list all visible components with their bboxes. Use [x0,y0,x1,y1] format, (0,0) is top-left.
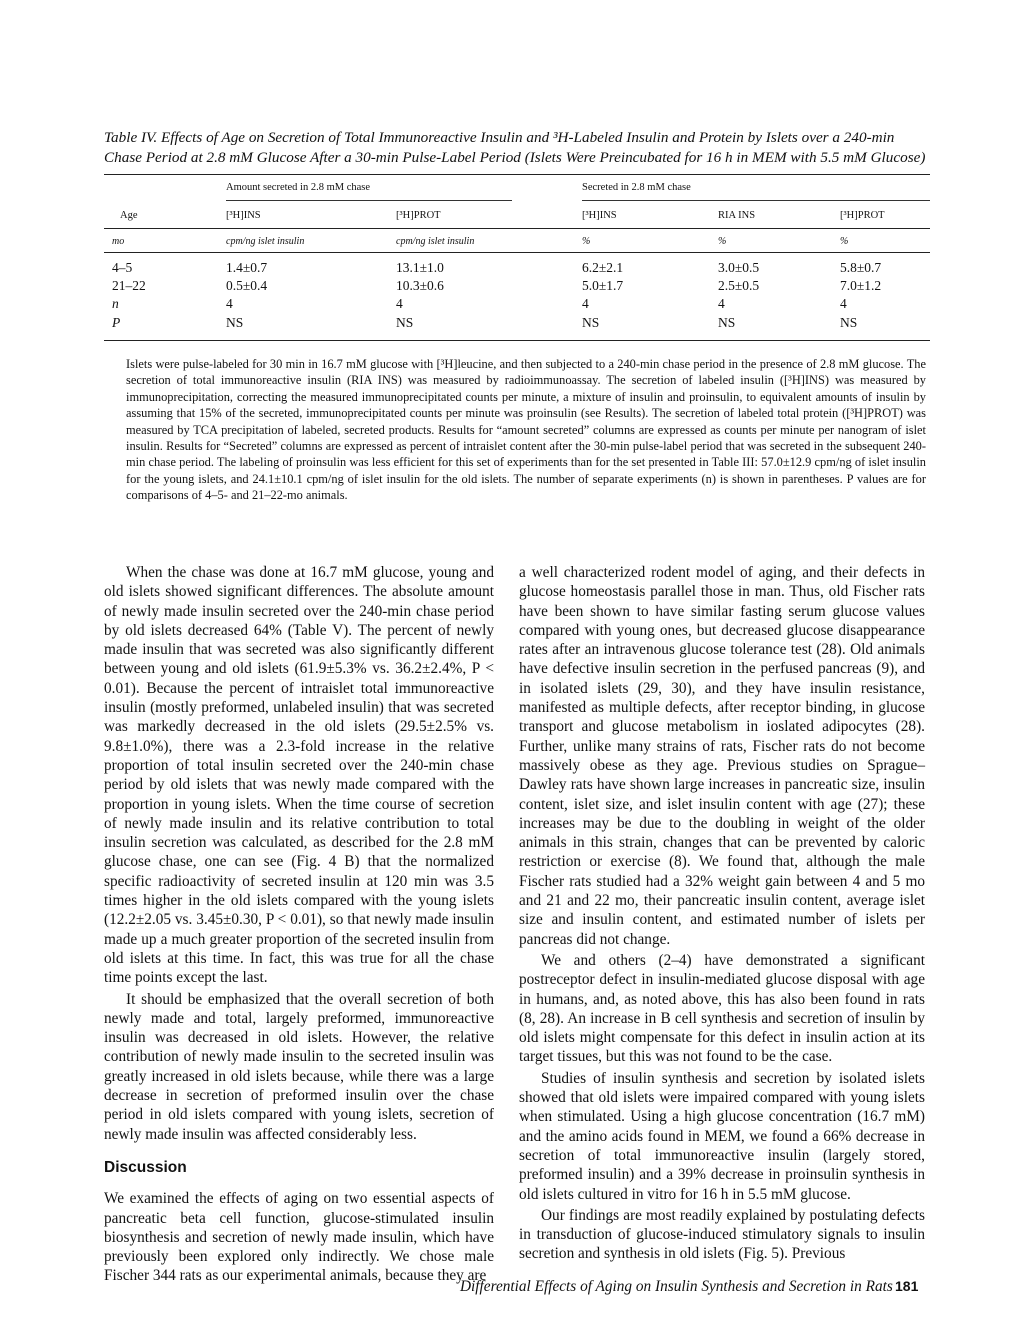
table-bottom-rule [104,340,930,341]
table-cell: NS [396,315,414,330]
left-column [104,563,494,1286]
body-paragraph: We and others (2–4) have demonstrated a significant postreceptor defect in insulin-mediated glucose disposal with age in humans, and, as noted above, this has also been found in rats (8, 28). An increase in B cell synthesis and secretion of insulin by old islets might compensate for this defect in insulin action at its target tissues, but this was not found to be the case. [519,951,925,1066]
body-paragraph: It should be emphasized that the overall secretion of both newly made and total, largely preformed, immunoreactive insulin was decreased in old islets. However, the relative contribution of newly made insulin to the secreted insulin was greatly increased in old islets because, while there was a large decrease in secretion of preformed insulin over the chase period in old islets compared with young islets, secretion of newly made insulin was affected considerably less. [104,990,494,1143]
unit-age: mo [112,236,125,247]
group-rule-secreted [582,200,930,201]
unit-3h-prot-amount: cpm/ng islet insulin [396,236,475,247]
group-header-secreted: Secreted in 2.8 mM chase [582,182,691,193]
table-cell: NS [840,315,858,330]
table-cell: 4 [582,296,589,311]
table-cell: P [112,315,121,330]
page-number: 181 [895,1278,919,1294]
table-cell: 7.0±1.2 [840,278,882,293]
table-cell: NS [226,315,244,330]
table-cell: 4–5 [112,260,133,275]
unit-3h-ins-amount: cpm/ng islet insulin [226,236,305,247]
discussion-heading: Discussion [104,1158,187,1176]
column-header-ria-ins: RIA INS [718,210,756,221]
table-cell: 2.5±0.5 [718,278,760,293]
table-cell: n [112,296,119,311]
table-footnote: Islets were pulse-labeled for 30 min in 16.7 mM glucose with [³H]leucine, and then subjected to a 240-min chase period in the presence of 2.8 mM glucose. The secretion of total immunoreactive insulin (RIA INS) was measured by radioimmunoassay. The secretion of labeled insulin ([³H]INS) was measured by immunoprecipitation, correcting the measured immunoprecipitated counts per minute, a mixture of insulin and proinsulin, to equivalent amounts of insulin by assuming that 15% of the secreted, immunoprecipitated counts per minute was proinsulin (see Results). The secretion of labeled total protein ([³H]PROT) was measured by TCA precipitation of labeled, secreted products. Results for “amount secreted” columns are expressed as counts per minute per nanogram of islet insulin. Results for “Secreted” columns are expressed as percent of intraislet content after the 30-min pulse-label period that was secreted in the subsequent 240-min chase period. The labeling of proinsulin was less efficient for this set of experiments than for the set presented in Table III: 57.0±12.9 cpm/ng of islet insulin for the young islets, and 24.1±10.1 cpm/ng of islet insulin for the old islets. The number of separate experiments (n) is shown in parentheses. P values are for comparisons of 4–5- and 21–22-mo animals. [126,357,926,503]
column-header-age: Age [120,210,138,221]
body-paragraph: a well characterized rodent model of aging, and their defects in glucose homeostasis parallel those in man. Thus, old Fischer rats have been shown to have similar fasting serum glucose values compared with young ones, but decreased glucose disappearance rates after an intravenous glucose tolerance test (28). Old animals have defective insulin secretion in the perfused pancreas (9), and in isolated islets (29, 30), and they have insulin resistance, manifested as multiple defects, after receptor binding, in glucose transport and glucose metabolism in ioslated adipocytes (28). Further, unlike many strains of rats, Fischer rats do not become massively obese as they age. Previous studies on Sprague–Dawley rats have shown large increases in pancreatic size, insulin content, islet size, and islet insulin content with age (27); these increases may be due to the doubling in weight of the older animals in this strain, changes that can be prevented by caloric restriction or exercise (8). We found that, although the male Fischer rats studied had a 32% weight gain between 4 and 5 mo and 21 and 22 mo, their pancreatic insulin content, average islet size and insulin content, and estimated number of islets per pancreas did not change. [519,564,925,948]
body-paragraph: Studies of insulin synthesis and secretion by isolated islets showed that old islets were impaired compared with young islets when stimulated. Using a high glucose concentration (16.7 mM) and the amino acids found in MEM, we found a 66% decrease in secretion of total immunoreactive insulin (largely stored, preformed insulin) and a 39% decrease in proinsulin synthesis in old islets cultured in vitro for 16 h in 5.5 mM glucose. [519,1069,925,1203]
table-cell: NS [718,315,736,330]
body-paragraph: When the chase was done at 16.7 mM glucose, young and old islets showed significant differences. The absolute amount of newly made insulin secreted over the 240-min chase period by old islets decreased 64% (Table V). The percent of newly made insulin that was secreted was also significantly different between young and old islets (61.9±5.3% vs. 36.2±2.4%, P < 0.01). Because the percent of intraislet total immunoreactive insulin (mostly preformed, unlabeled insulin) that was secreted was markedly decreased in the old islets (29.5±2.5% vs. 9.8±1.0%), there was a 2.3-fold increase in the relative proportion of total insulin secreted over the 240-min chase period by old islets that was newly made compared with the proportion in young islets. When the time course of secretion of newly made insulin and its relative contribution to total insulin secretion was calculated, as described for the 2.8 mM glucose chase, one can see (Fig. 4 B) that the normalized specific radioactivity of secreted insulin at 120 min was 3.5 times higher in the old islets compared with the young islets (12.2±2.05 vs. 3.45±0.30, P < 0.01), so that newly made insulin made up a much greater proportion of the secreted insulin from old islets at this time. In fact, this was true for all the chase time points except the last. [104,564,494,987]
table-cell: NS [582,315,600,330]
table-cell: 4 [840,296,847,311]
table-cell: 3.0±0.5 [718,260,760,275]
table-top-rule [104,174,930,175]
table-cell: 6.2±2.1 [582,260,624,275]
group-rule-amount [226,200,512,201]
right-column [519,563,925,1264]
table-cell: 13.1±1.0 [396,260,444,275]
table-header-rule [104,228,930,229]
body-paragraph: We examined the effects of aging on two essential aspects of pancreatic beta cell function, glucose-stimulated insulin biosynthesis and secretion of newly made insulin, which have previously been explored only indirectly. We chose male Fischer 344 rats as our experimental animals, because they are [104,1190,494,1285]
unit-ria-ins: % [718,236,727,247]
table-cell: 5.8±0.7 [840,260,882,275]
column-header-3h-prot-amount: [³H]PROT [396,210,441,221]
running-title: Differential Effects of Aging on Insulin Synthesis and Secretion in Rats [460,1278,893,1295]
table-cell: 21–22 [112,278,146,293]
table-cell: 4 [718,296,725,311]
unit-3h-ins-secreted: % [582,236,591,247]
table-cell: 10.3±0.6 [396,278,444,293]
unit-3h-prot-secreted: % [840,236,849,247]
body-paragraph: Our findings are most readily explained by postulating defects in transduction of glucose-induced stimulatory signals to insulin secretion and synthesis in old islets (Fig. 5). Previous [519,1206,925,1263]
table-cell: 1.4±0.7 [226,260,268,275]
table-caption: Table IV. Effects of Age on Secretion of Total Immunoreactive Insulin and ³H-Labeled Insulin and Protein by Islets over a 240-min Chase Period at 2.8 mM Glucose After a 30-min Pulse-Label Period (Islets Were Preincubated for 16 h in MEM with 5.5 mM Glucose) [104,129,926,166]
table-cell: 4 [226,296,233,311]
table-cell: 4 [396,296,403,311]
column-header-3h-ins-secreted: [³H]INS [582,210,617,221]
column-header-3h-prot-secreted: [³H]PROT [840,210,885,221]
group-header-amount: Amount secreted in 2.8 mM chase [226,182,371,193]
table-cell: 0.5±0.4 [226,278,268,293]
column-header-3h-ins-amount: [³H]INS [226,210,261,221]
table-cell: 5.0±1.7 [582,278,624,293]
table-unit-rule [104,252,930,253]
